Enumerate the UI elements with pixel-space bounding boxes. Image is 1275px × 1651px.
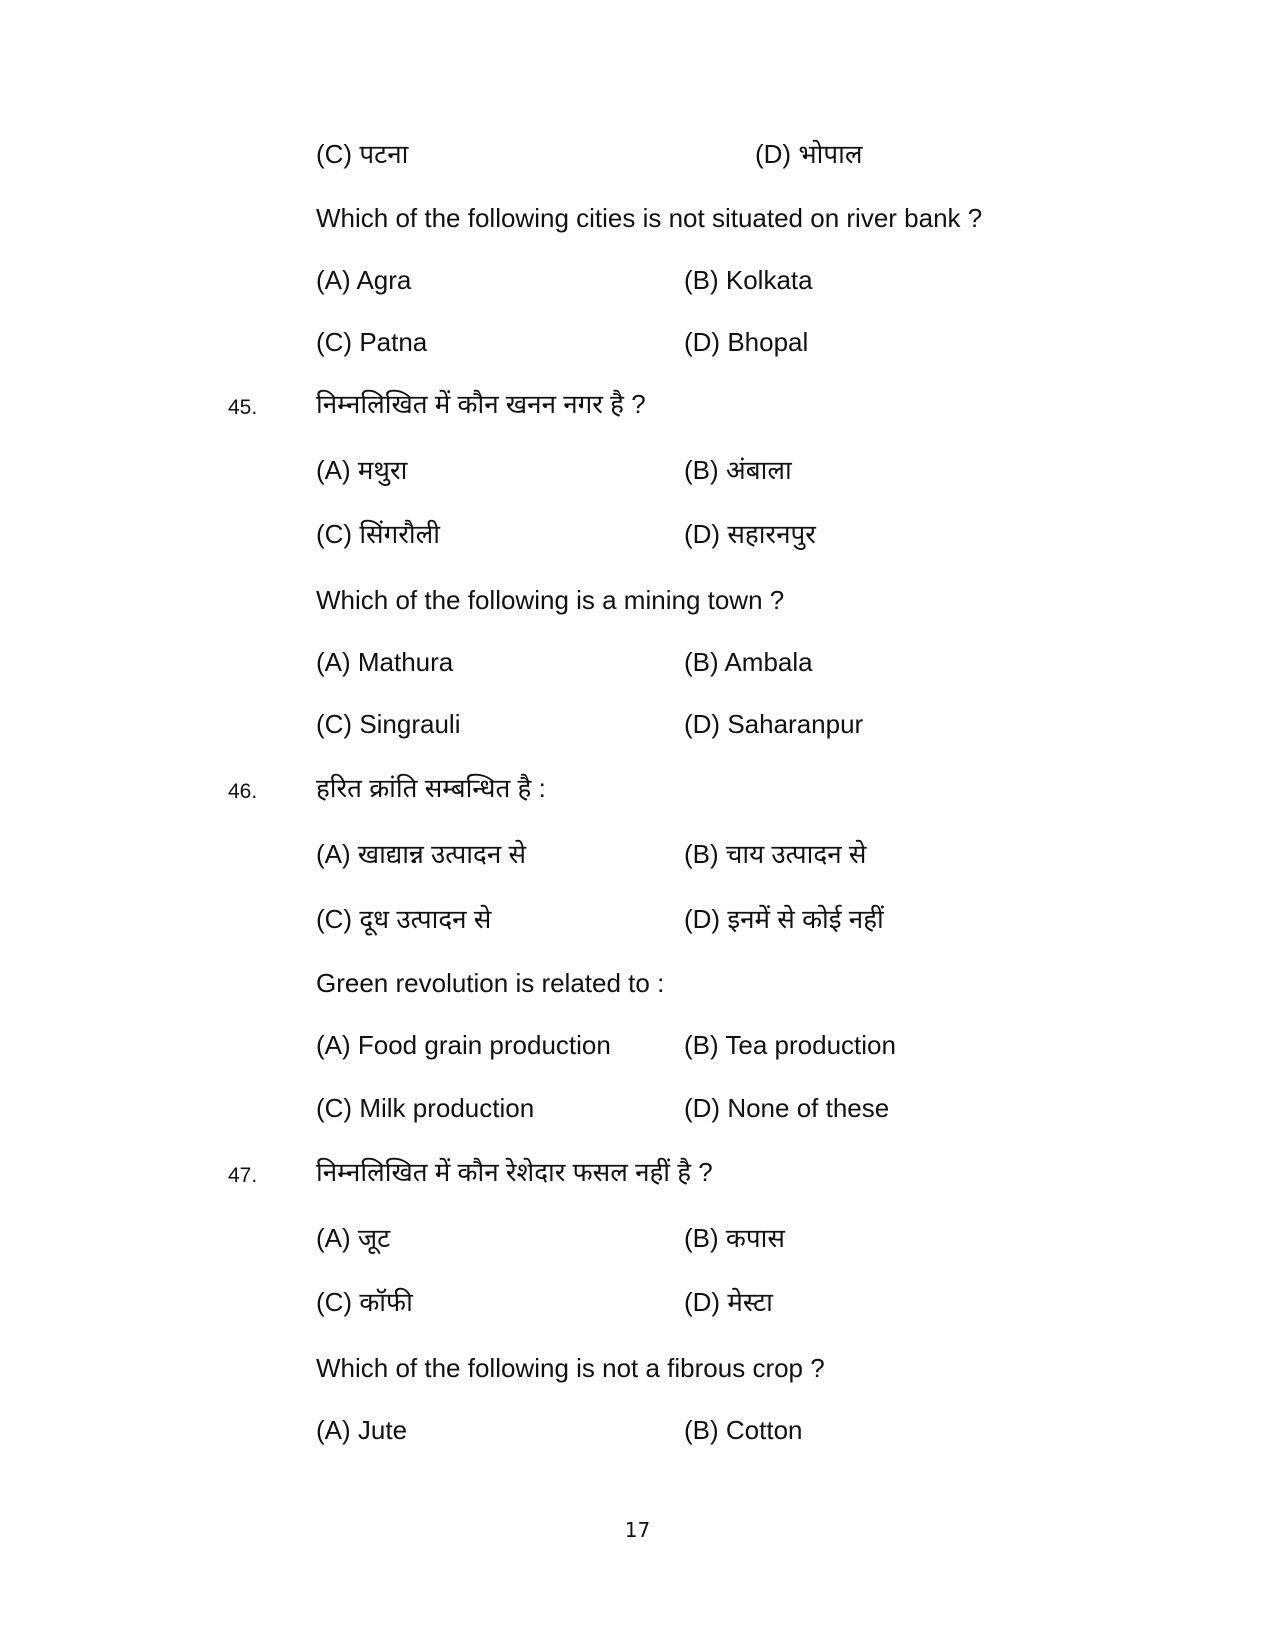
question-text-english: Green revolution is related to :: [316, 968, 665, 998]
option-c-hindi: (C) सिंगरौली: [316, 519, 440, 549]
page-number: 17: [624, 1518, 651, 1542]
option-c-hindi: (C) दूध उत्पादन से: [316, 904, 492, 934]
option-c-english: (C) Singrauli: [316, 709, 461, 739]
option-d-hindi: (D) सहारनपुर: [684, 519, 816, 549]
option-a-hindi: (A) जूट: [316, 1223, 391, 1253]
option-b-hindi: (B) अंबाला: [684, 455, 792, 485]
option-c-english: (C) Patna: [316, 327, 428, 357]
option-c-hindi: (C) कॉफी: [316, 1287, 413, 1317]
question-text-english: Which of the following is not a fibrous crop ?: [316, 1353, 825, 1383]
question-number: 45.: [228, 396, 258, 419]
option-a-hindi: (A) मथुरा: [316, 455, 408, 485]
option-b-english: (B) Tea production: [684, 1030, 896, 1060]
option-a-english: (A) Jute: [316, 1415, 408, 1445]
question-text-hindi: निम्नलिखित में कौन खनन नगर है ?: [316, 389, 646, 419]
question-number: 47.: [228, 1164, 258, 1187]
option-c-hindi: (C) पटना: [316, 139, 409, 169]
question-text-hindi: निम्नलिखित में कौन रेशेदार फसल नहीं है ?: [316, 1157, 713, 1187]
question-text-english: Which of the following is a mining town ?: [316, 585, 785, 615]
option-d-hindi: (D) मेस्टा: [684, 1287, 773, 1317]
option-d-hindi: (D) भोपाल: [755, 139, 863, 169]
question-number: 46.: [228, 780, 258, 803]
question-text-english: Which of the following cities is not situated on river bank ?: [316, 203, 983, 233]
option-d-english: (D) None of these: [684, 1093, 890, 1123]
option-b-english: (B) Ambala: [684, 647, 813, 677]
option-b-english: (B) Kolkata: [684, 265, 813, 295]
option-a-hindi: (A) खाद्यान्न उत्पादन से: [316, 839, 527, 869]
option-c-english: (C) Milk production: [316, 1093, 535, 1123]
option-d-english: (D) Bhopal: [684, 327, 809, 357]
option-b-english: (B) Cotton: [684, 1415, 803, 1445]
option-a-english: (A) Food grain production: [316, 1030, 611, 1060]
option-b-hindi: (B) कपास: [684, 1223, 785, 1253]
option-a-english: (A) Mathura: [316, 647, 454, 677]
option-b-hindi: (B) चाय उत्पादन से: [684, 839, 867, 869]
option-d-english: (D) Saharanpur: [684, 709, 864, 739]
option-a-english: (A) Agra: [316, 265, 412, 295]
question-text-hindi: हरित क्रांति सम्बन्धित है :: [316, 773, 546, 803]
option-d-hindi: (D) इनमें से कोई नहीं: [684, 904, 884, 934]
